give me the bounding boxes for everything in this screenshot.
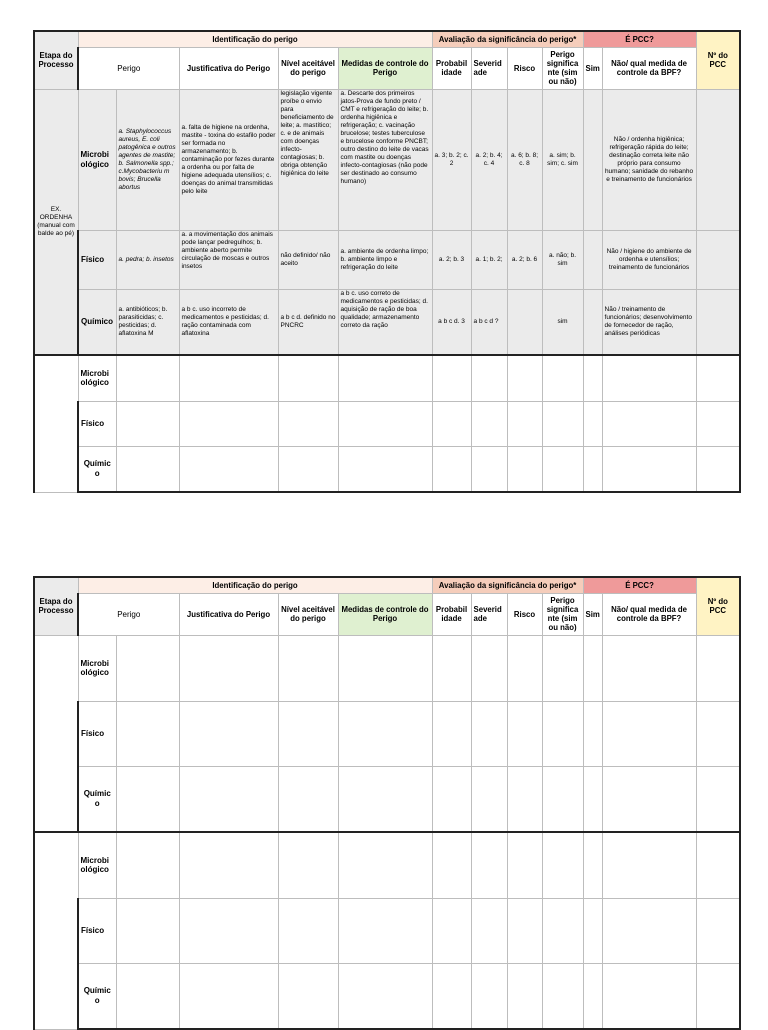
cell[interactable]: [696, 701, 740, 766]
cell[interactable]: [116, 401, 179, 446]
cell[interactable]: [432, 898, 471, 963]
example-micro-sim: [583, 89, 602, 230]
cell[interactable]: [507, 401, 542, 446]
cell[interactable]: [471, 401, 507, 446]
header-identificacao: Identificação do perigo: [78, 577, 432, 593]
cell[interactable]: [116, 446, 179, 492]
header-e-pcc: É PCC?: [583, 577, 696, 593]
cell[interactable]: [471, 898, 507, 963]
cell[interactable]: [278, 701, 338, 766]
example-fisico-justificativa: a. a movimentação dos animais pode lançar pedregulhos; b. ambiente aberto permite circulação de moscas e outros insetos: [179, 230, 278, 289]
haccp-table-2: [33, 576, 741, 1030]
cell[interactable]: [696, 898, 740, 963]
example-quimico-severidade: a b c d ?: [471, 289, 507, 355]
example-quimico-nivel: a b c d. definido no PNCRC: [278, 289, 338, 355]
cell[interactable]: [696, 355, 740, 401]
category-micro: Microbi ológico: [78, 355, 116, 401]
header-nivel: Nível aceitável do perigo: [278, 593, 338, 635]
category-fisico: Físico: [78, 701, 116, 766]
header-perigo: Perigo: [78, 47, 179, 89]
header-nivel: Nível aceitável do perigo: [278, 47, 338, 89]
example-quimico-medidas: a b c. uso correto de medicamentos e pesticidas; d. aquisição de ração de boa qualidade; armazenamento correto da ração: [338, 289, 432, 355]
example-fisico-nao-medida: Não / higiene do ambiente de ordenha e utensílios; treinamento de funcionários: [602, 230, 696, 289]
category-fisico: Físico: [78, 230, 116, 289]
cell[interactable]: [471, 963, 507, 1029]
cell[interactable]: [542, 401, 583, 446]
example-fisico-medidas: a. ambiente de ordenha limpo; b. ambiente limpo e refrigeração do leite: [338, 230, 432, 289]
header-etapa: Etapa do Processo: [34, 31, 78, 89]
stage-cell[interactable]: [34, 635, 78, 832]
example-micro-perigo-text: a. Staphylococcus aureus, E. coli patogênica e outros agentes de mastite; b. Salmonella spp.; c.Mycobacteriu m bovis; Brucella abortus: [118, 127, 176, 191]
cell[interactable]: [583, 701, 602, 766]
cell[interactable]: [338, 963, 432, 1029]
cell[interactable]: [542, 355, 583, 401]
example-micro-perigo: [116, 89, 179, 230]
cell[interactable]: [116, 963, 179, 1029]
header-medidas: Medidas de controle do Perigo: [338, 593, 432, 635]
cell[interactable]: [696, 446, 740, 492]
cell[interactable]: [583, 446, 602, 492]
header-n-pcc: Nº do PCC: [696, 31, 740, 89]
cell[interactable]: [278, 635, 338, 701]
cell[interactable]: [116, 701, 179, 766]
cell[interactable]: [278, 355, 338, 401]
cell[interactable]: [696, 401, 740, 446]
header-probabilidade: Probabil idade: [432, 47, 471, 89]
stage-cell[interactable]: [34, 355, 78, 492]
haccp-table-1: [33, 30, 741, 493]
example-fisico-perigo-text: a. pedra; b. insetos: [118, 255, 174, 263]
cell[interactable]: [278, 832, 338, 898]
cell[interactable]: [602, 446, 696, 492]
cell[interactable]: [338, 355, 432, 401]
category-fisico: Físico: [78, 898, 116, 963]
cell[interactable]: [542, 832, 583, 898]
example-micro-significante: a. sim; b. sim; c. sim: [542, 89, 583, 230]
cell[interactable]: [179, 898, 278, 963]
cell[interactable]: [278, 963, 338, 1029]
cell[interactable]: [116, 832, 179, 898]
cell[interactable]: [278, 898, 338, 963]
category-micro: Microbi ológico: [78, 635, 116, 701]
cell[interactable]: [696, 766, 740, 832]
cell[interactable]: [583, 832, 602, 898]
cell[interactable]: [542, 898, 583, 963]
cell[interactable]: [116, 635, 179, 701]
cell[interactable]: [116, 898, 179, 963]
cell[interactable]: [696, 963, 740, 1029]
header-sim: Sim: [583, 47, 602, 89]
example-fisico-risco: a. 2; b. 6: [507, 230, 542, 289]
example-micro-risco: a. 6; b. 8; c. 8: [507, 89, 542, 230]
example-quimico-risco: [507, 289, 542, 355]
cell[interactable]: [507, 766, 542, 832]
header-identificacao: Identificação do perigo: [78, 31, 432, 47]
example-quimico-justificativa: a b c. uso incorreto de medicamentos e pesticidas; d. ração contaminada com aflatoxina: [179, 289, 278, 355]
cell[interactable]: [602, 832, 696, 898]
example-fisico-sim: [583, 230, 602, 289]
header-medidas: Medidas de controle do Perigo: [338, 47, 432, 89]
header-severidade: Severid ade: [471, 47, 507, 89]
header-perigo-significante: Perigo significa nte (sim ou não): [542, 47, 583, 89]
header-sim: Sim: [583, 593, 602, 635]
cell[interactable]: [179, 355, 278, 401]
header-justificativa: Justificativa do Perigo: [179, 47, 278, 89]
cell[interactable]: [507, 635, 542, 701]
cell[interactable]: [338, 898, 432, 963]
cell[interactable]: [278, 766, 338, 832]
header-avaliacao: Avaliação da significância do perigo*: [432, 31, 583, 47]
category-micro: Microbi ológico: [78, 832, 116, 898]
cell[interactable]: [602, 898, 696, 963]
cell[interactable]: [179, 832, 278, 898]
example-quimico-nao-medida: Não / treinamento de funcionários; desenvolvimento de fornecedor de ração, análises periódicas: [602, 289, 696, 355]
cell[interactable]: [179, 963, 278, 1029]
cell[interactable]: [432, 832, 471, 898]
cell[interactable]: [338, 766, 432, 832]
example-micro-severidade: a. 2; b. 4; c. 4: [471, 89, 507, 230]
cell[interactable]: [179, 766, 278, 832]
cell[interactable]: [542, 635, 583, 701]
cell[interactable]: [602, 355, 696, 401]
header-risco: Risco: [507, 47, 542, 89]
cell[interactable]: [602, 963, 696, 1029]
cell[interactable]: [116, 355, 179, 401]
example-fisico-probabilidade: a. 2; b. 3: [432, 230, 471, 289]
cell[interactable]: [338, 701, 432, 766]
cell[interactable]: [471, 355, 507, 401]
cell[interactable]: [542, 766, 583, 832]
cell[interactable]: [179, 635, 278, 701]
cell[interactable]: [471, 446, 507, 492]
header-perigo-significante: Perigo significa nte (sim ou não): [542, 593, 583, 635]
example-quimico-perigo: a. antibióticos; b. parasiticidas; c. pesticidas; d. aflatoxina M: [116, 289, 179, 355]
cell[interactable]: [583, 401, 602, 446]
header-avaliacao: Avaliação da significância do perigo*: [432, 577, 583, 593]
cell[interactable]: [583, 635, 602, 701]
header-perigo: Perigo: [78, 593, 179, 635]
stage-cell[interactable]: [34, 832, 78, 1029]
example-fisico-n-pcc: [696, 230, 740, 289]
cell[interactable]: [471, 766, 507, 832]
example-micro-medidas: a. Descarte dos primeiros jatos-Prova de fundo preto / CMT e refrigeração do leite; b. ordenha higiênica e refrigeração; c. vacinação brucelose; testes tuberculose e brucelose conforme PNCBT; outro destino do leite de vacas com mastite ou doenças infecto-contagiosas (não pode ser destinado ao consumo humano): [338, 89, 432, 230]
example-fisico-perigo: [116, 230, 179, 289]
cell[interactable]: [471, 832, 507, 898]
cell[interactable]: [432, 701, 471, 766]
cell[interactable]: [602, 701, 696, 766]
example-micro-justificativa: a. falta de higiene na ordenha, mastite - toxina do estafilo poder ser formada no armazenamento; b. contaminação por fezes durante a ordenha ou por falta de higiene adequada utensílios; c. doenças do animal transmitidas pelo leite: [179, 89, 278, 230]
example-micro-probabilidade: a. 3; b. 2; c. 2: [432, 89, 471, 230]
cell[interactable]: [471, 701, 507, 766]
example-fisico-severidade: a. 1; b. 2;: [471, 230, 507, 289]
cell[interactable]: [602, 635, 696, 701]
cell[interactable]: [278, 401, 338, 446]
example-quimico-probabilidade: a b c d. 3: [432, 289, 471, 355]
cell[interactable]: [583, 355, 602, 401]
cell[interactable]: [179, 701, 278, 766]
cell[interactable]: [179, 446, 278, 492]
cell[interactable]: [542, 963, 583, 1029]
cell[interactable]: [583, 766, 602, 832]
header-nao-medida: Não/ qual medida de controle da BPF?: [602, 47, 696, 89]
cell[interactable]: [602, 766, 696, 832]
category-quimico: Químic o: [78, 766, 116, 832]
header-nao-medida: Não/ qual medida de controle da BPF?: [602, 593, 696, 635]
category-micro: Microbi ológico: [78, 89, 116, 230]
header-n-pcc: Nº do PCC: [696, 577, 740, 635]
category-fisico: Físico: [78, 401, 116, 446]
cell[interactable]: [507, 701, 542, 766]
cell[interactable]: [432, 635, 471, 701]
example-fisico-nivel: não definido/ não aceito: [278, 230, 338, 289]
example-quimico-significante: sim: [542, 289, 583, 355]
cell[interactable]: [432, 355, 471, 401]
cell[interactable]: [542, 701, 583, 766]
example-micro-nivel: legislação vigente proíbe o envio para beneficiamento de leite; a. mastítico; c. e de animais com doenças infecto-contagiosas; b. obriga obtenção higiênica do leite: [278, 89, 338, 230]
header-probabilidade: Probabil idade: [432, 593, 471, 635]
example-fisico-significante: a. não; b. sim: [542, 230, 583, 289]
example-quimico-sim: [583, 289, 602, 355]
cell[interactable]: [696, 832, 740, 898]
cell[interactable]: [432, 401, 471, 446]
cell[interactable]: [278, 446, 338, 492]
category-quimico: Químico: [78, 289, 116, 355]
cell[interactable]: [116, 766, 179, 832]
header-etapa: Etapa do Processo: [34, 577, 78, 635]
header-e-pcc: É PCC?: [583, 31, 696, 47]
cell[interactable]: [338, 446, 432, 492]
header-risco: Risco: [507, 593, 542, 635]
cell[interactable]: [179, 401, 278, 446]
header-justificativa: Justificativa do Perigo: [179, 593, 278, 635]
stage-example: EX. ORDENHA (manual com balde ao pé): [34, 89, 78, 355]
cell[interactable]: [602, 401, 696, 446]
cell[interactable]: [338, 401, 432, 446]
cell[interactable]: [583, 963, 602, 1029]
cell[interactable]: [507, 832, 542, 898]
cell[interactable]: [432, 446, 471, 492]
cell[interactable]: [338, 635, 432, 701]
cell[interactable]: [507, 963, 542, 1029]
category-quimico: Químic o: [78, 446, 116, 492]
cell[interactable]: [432, 963, 471, 1029]
cell[interactable]: [507, 355, 542, 401]
example-micro-n-pcc: [696, 89, 740, 230]
cell[interactable]: [507, 898, 542, 963]
example-micro-nao-medida: Não / ordenha higiênica; refrigeração rápida do leite; destinação correta leite não próprio para consumo humano; sanidade do rebanho e treinamento de funcionários: [602, 89, 696, 230]
cell[interactable]: [471, 635, 507, 701]
example-quimico-n-pcc: [696, 289, 740, 355]
cell[interactable]: [338, 832, 432, 898]
cell[interactable]: [583, 898, 602, 963]
header-severidade: Severid ade: [471, 593, 507, 635]
cell[interactable]: [542, 446, 583, 492]
cell[interactable]: [432, 766, 471, 832]
cell[interactable]: [507, 446, 542, 492]
category-quimico: Químic o: [78, 963, 116, 1029]
cell[interactable]: [696, 635, 740, 701]
